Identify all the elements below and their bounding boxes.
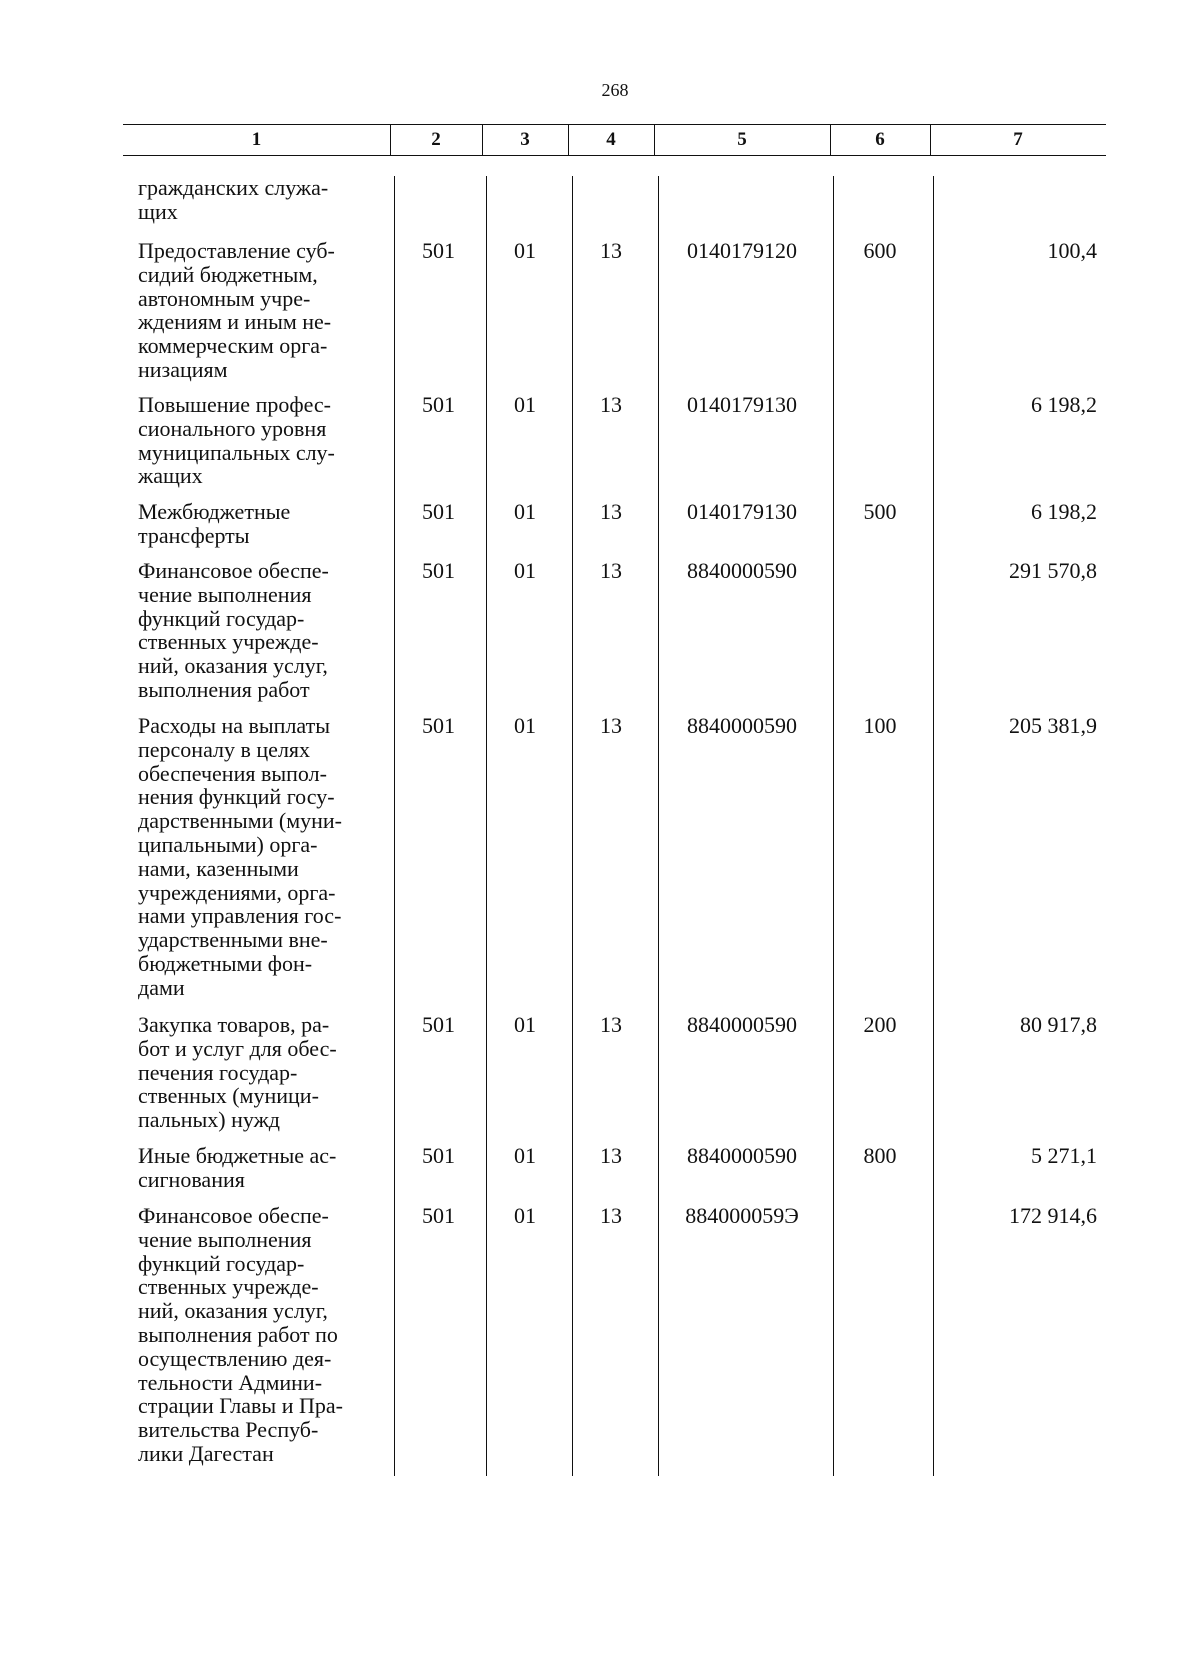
cell-col-3: 01	[514, 558, 536, 583]
cell-col-4: 13	[600, 238, 622, 263]
cell-col-2: 501	[422, 238, 455, 263]
column-divider	[833, 176, 834, 1476]
cell-col-3: 01	[514, 392, 536, 417]
cell-col-4: 13	[600, 392, 622, 417]
cell-col-3: 01	[514, 713, 536, 738]
cell-col-6: 500	[863, 499, 897, 524]
row-name: Расходы на выплаты персоналу в целях обеспечения выпол- нения функций госу- дарственными (муни- ципальными) орга- нами, казенными учреждениями, орга- нами управления гос- ударственными вне- бюджетными фон- дами	[138, 713, 343, 1000]
header-col-7: 7	[1013, 129, 1023, 150]
cell-col-5: 884000059Э	[685, 1203, 799, 1228]
row-name: Финансовое обеспе- чение выполнения функций государ- ственных учрежде- ний, оказания услуг, выполнения работ по осуществлению дея- тельности Админи- страции Главы и Пра- вительства Респуб- лики Дагестан	[138, 1203, 343, 1466]
cell-col-7: 172 914,6	[1009, 1203, 1097, 1228]
cell-col-4: 13	[600, 558, 622, 583]
cell-col-2: 501	[422, 392, 455, 417]
column-divider	[933, 176, 934, 1476]
row-name: Предоставление суб- сидий бюджетным, автономным учре- ждениям и иным не- коммерческим орга- низациям	[138, 238, 335, 382]
table-header-bottom-rule	[123, 155, 1106, 156]
column-divider	[486, 176, 487, 1476]
header-col-5: 5	[737, 129, 747, 150]
cell-col-7: 205 381,9	[1009, 713, 1097, 738]
cell-col-7: 5 271,1	[1031, 1143, 1097, 1168]
cell-col-6: 200	[863, 1012, 897, 1037]
table-header-top-rule	[123, 124, 1106, 125]
cell-col-4: 13	[600, 1012, 622, 1037]
row-name: Финансовое обеспе- чение выполнения функций государ- ственных учрежде- ний, оказания услуг, выполнения работ	[138, 558, 329, 702]
cell-col-5: 8840000590	[687, 558, 797, 583]
row-name: Закупка товаров, ра- бот и услуг для обес- печения государ- ственных (муници- пальных) нужд	[138, 1012, 337, 1133]
cell-col-6: 600	[863, 238, 897, 263]
cell-col-7: 100,4	[1047, 238, 1097, 263]
cell-col-5: 8840000590	[687, 1012, 797, 1037]
row-name: гражданских служа- щих	[138, 175, 329, 224]
header-col-6: 6	[875, 129, 885, 150]
cell-col-2: 501	[422, 1143, 455, 1168]
cell-col-7: 6 198,2	[1031, 499, 1097, 524]
page-number: 268	[601, 80, 629, 100]
cell-col-4: 13	[600, 713, 622, 738]
cell-col-2: 501	[422, 713, 455, 738]
column-divider	[658, 176, 659, 1476]
column-divider	[394, 176, 395, 1476]
header-col-3: 3	[520, 129, 530, 150]
cell-col-2: 501	[422, 1203, 455, 1228]
cell-col-5: 8840000590	[687, 1143, 797, 1168]
cell-col-5: 0140179130	[687, 499, 797, 524]
cell-col-3: 01	[514, 1143, 536, 1168]
cell-col-7: 291 570,8	[1009, 558, 1097, 583]
cell-col-3: 01	[514, 1203, 536, 1228]
cell-col-3: 01	[514, 499, 536, 524]
cell-col-5: 0140179120	[687, 238, 797, 263]
cell-col-2: 501	[422, 1012, 455, 1037]
cell-col-7: 80 917,8	[1020, 1012, 1097, 1037]
cell-col-2: 501	[422, 499, 455, 524]
cell-col-4: 13	[600, 1203, 622, 1228]
cell-col-5: 8840000590	[687, 713, 797, 738]
cell-col-5: 0140179130	[687, 392, 797, 417]
cell-col-4: 13	[600, 1143, 622, 1168]
row-name: Межбюджетные трансферты	[138, 499, 291, 548]
header-col-1: 1	[251, 129, 262, 150]
cell-col-7: 6 198,2	[1031, 392, 1097, 417]
cell-col-3: 01	[514, 1012, 536, 1037]
row-name: Иные бюджетные ас- сигнования	[138, 1143, 337, 1192]
cell-col-2: 501	[422, 558, 455, 583]
row-name: Повышение профес- сионального уровня муниципальных слу- жащих	[138, 392, 335, 489]
header-col-4: 4	[606, 129, 616, 150]
cell-col-3: 01	[514, 238, 536, 263]
cell-col-6: 100	[863, 713, 897, 738]
cell-col-4: 13	[600, 499, 622, 524]
header-col-2: 2	[431, 129, 441, 150]
cell-col-6: 800	[863, 1143, 897, 1168]
column-divider	[572, 176, 573, 1476]
